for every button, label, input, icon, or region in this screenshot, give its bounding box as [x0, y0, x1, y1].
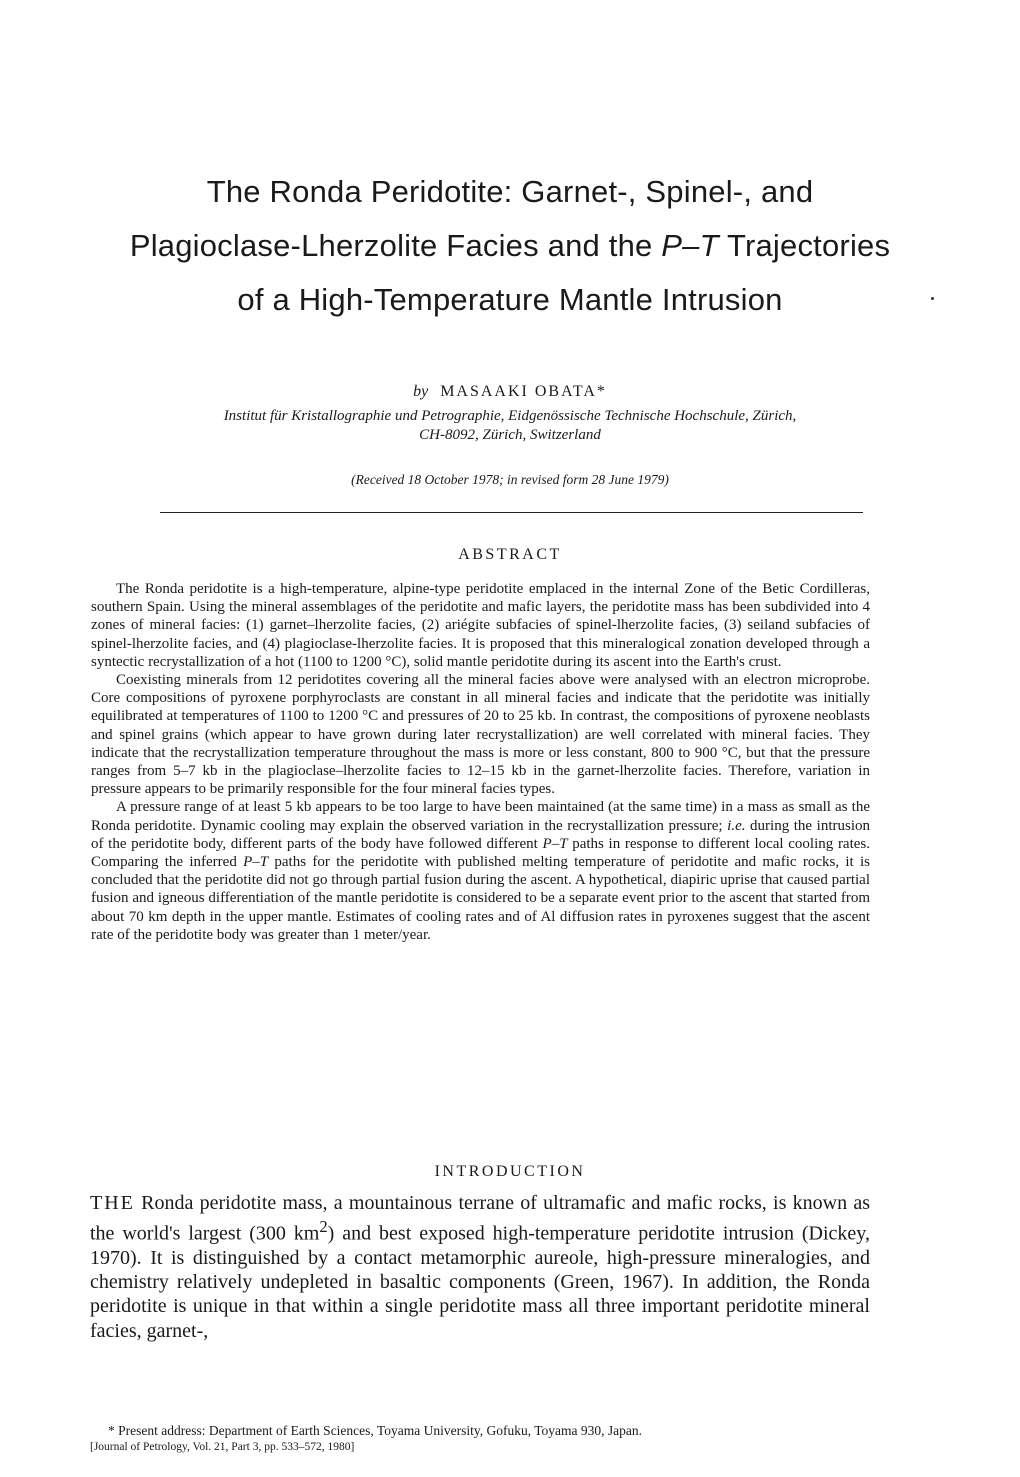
address-footnote: * Present address: Department of Earth Sciences, Toyama University, Gofuku, Toyama 930, Japan.	[108, 1423, 642, 1438]
received-dates: (Received 18 October 1978; in revised form 28 June 1979)	[351, 472, 669, 487]
journal-citation: [Journal of Petrology, Vol. 21, Part 3, pp. 533–572, 1980]	[90, 1441, 355, 1453]
title-line-2: Plagioclase-Lherzolite Facies and the P–T Trajectories	[129, 228, 891, 263]
affiliation	[90, 407, 930, 445]
author-byline: by MASAAKI OBATA*	[413, 383, 607, 400]
introduction-heading: INTRODUCTION	[434, 1163, 586, 1180]
introduction-paragraph: THE Ronda peridotite mass, a mountainous terrane of ultramafic and mafic rocks, is known as the world's largest (300 $km^2$) and best exposed high-temperature peridotite intrusion (Dickey, 1970). It is distinguished by a contact metamorphic aureole, high-pressure mineralogies, and chemistry relatively undepleted in basaltic components (Green, 1967). In addition, the Ronda peridotite is unique in that within a single peridotite mass all three important peridotite mineral facies, garnet-,	[90, 1192, 870, 1342]
affiliation-line-2: CH-8092, Zürich, Switzerland	[419, 427, 601, 443]
abstract-body	[91, 580, 870, 944]
abstract-heading: ABSTRACT	[458, 546, 562, 563]
abstract-paragraph-2: Coexisting minerals from 12 peridotites covering all the mineral facies above were analysed with an electron microprobe. Core compositions of pyroxene porphyroclasts are constant in all mineral facies and indicate that the peridotite was initially equilibrated at temperatures of 1100 to 1200 °C and pressures of 20 to 25 kb. In contrast, the compositions of pyroxene neoblasts and spinel grains (which appear to have grown during later recrystallization) are well correlated with mineral facies. They indicate that the recrystallization temperature throughout the mass is more or less constant, 800 to 900 °C, but that the pressure ranges from 5–7 kb in the plagioclase–lherzolite facies to 12–15 kb in the garnet-lherzolite facies. Therefore, variation in pressure appears to be primarily responsible for the four mineral facies types.	[91, 672, 870, 798]
author-name: MASAAKI OBATA*	[440, 383, 607, 400]
divider-rule	[160, 512, 863, 513]
abstract-paragraph-1: The Ronda peridotite is a high-temperature, alpine-type peridotite emplaced in the internal Zone of the Betic Cordilleras, southern Spain. Using the mineral assemblages of the peridotite and mafic layers, the peridotite mass has been subdivided into 4 zones of mineral facies: (1) garnet–lherzolite facies, (2) ariégite subfacies of spinel-lherzolite facies, (3) seiland subfacies of spinel-lherzolite facies, and (4) plagioclase-lherzolite facies. It is proposed that this mineralogical zonation developed through a syntectic recrystallization of a hot (1100 to 1200 °C), solid mantle peridotite during its ascent into the Earth's crust.	[91, 581, 870, 670]
title-line-3: of a High-Temperature Mantle Intrusion	[237, 282, 783, 317]
title-line-1: The Ronda Peridotite: Garnet-, Spinel-, and	[206, 174, 814, 209]
introduction-body	[90, 1191, 870, 1343]
footnotes	[90, 1422, 910, 1456]
stray-mark	[931, 297, 934, 300]
affiliation-line-1: Institut für Kristallographie und Petrographie, Eidgenössische Technische Hochschule, Zürich,	[223, 408, 797, 424]
paper-title	[60, 165, 960, 327]
abstract-paragraph-3: A pressure range of at least 5 kb appears to be too large to have been maintained (at the same time) in a mass as small as the Ronda peridotite. Dynamic cooling may explain the observed variation in the recrystallization pressure; i.e. during the intrusion of the peridotite body, different parts of the body have followed different P–T paths in response to different local cooling rates. Comparing the inferred P–T paths for the peridotite with published melting temperature of peridotite and mafic rocks, it is concluded that the peridotite did not go through partial fusion during the ascent. A hypothetical, diapiric uprise that caused partial fusion and igneous differentiation of the mantle peridotite is considered to be a separate event prior to the ascent that started from about 70 km depth in the upper mantle. Estimates of cooling rates and of Al diffusion rates in pyroxenes suggest that the ascent rate of the peridotite body was greater than 1 meter/year.	[91, 799, 871, 943]
